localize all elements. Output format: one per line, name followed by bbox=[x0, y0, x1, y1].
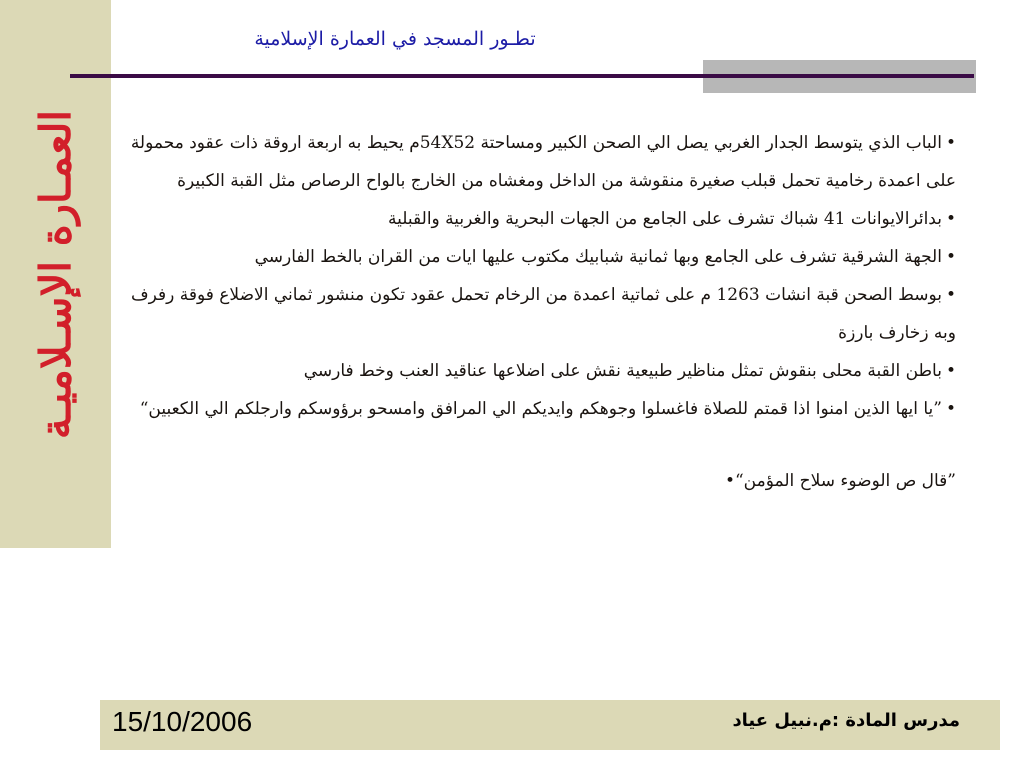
spacer bbox=[124, 428, 956, 462]
footer-teacher: مدرس المادة :م.نبيل عياد bbox=[732, 710, 960, 731]
bullet-text: ”قال ص الوضوء سلاح المؤمن“ bbox=[734, 471, 956, 491]
header-rule-line bbox=[70, 74, 974, 78]
bullet-item bbox=[124, 352, 956, 390]
bullet-item bbox=[124, 238, 956, 276]
bullet-text: الباب الذي يتوسط الجدار الغربي يصل الي الصحن الكبير ومساحتة 54X52م يحيط به اربعة اروقة ذات عقود محمولة على اعمدة رخامية تحمل قبلب صغيرة منقوشة من الداخل ومغشاه من الخارج بالواح الرصاص مثل القبة الكبيرة bbox=[130, 133, 956, 191]
bullet-text: باطن القبة محلى بنقوش تمثل مناظير طبيعية نقش على اضلاعها عناقيد العنب وخط فارسي bbox=[303, 361, 942, 381]
header-title: تطـور المسجد في العمارة الإسلامية bbox=[254, 28, 536, 50]
bullet-marker: • bbox=[945, 399, 956, 419]
bullet-marker: • bbox=[945, 133, 956, 153]
bullet-text: الجهة الشرقية تشرف على الجامع وبها ثمانية شبابيك مكتوب عليها ايات من القران بالخط الفارسي bbox=[254, 247, 942, 267]
sidebar-title: العمـارة الإسـلاميـة bbox=[31, 109, 81, 439]
sidebar-title-container bbox=[0, 0, 111, 548]
bullet-text: بدائرالايوانات 41 شباك تشرف على الجامع من الجهات البحرية والغربية والقبلية bbox=[388, 209, 942, 229]
bullet-text: بوسط الصحن قبة انشات 1263 م على ثماتية اعمدة من الرخام تحمل عقود تكون منشور ثماني الاضلاع فوقة رفرف وبه زخارف بارزة bbox=[130, 285, 956, 343]
bullet-marker: • bbox=[945, 361, 956, 381]
bullet-marker: • bbox=[945, 247, 956, 267]
bullet-item bbox=[124, 276, 956, 352]
bullet-item bbox=[124, 390, 956, 428]
content-body bbox=[124, 124, 956, 500]
bullet-marker: • bbox=[945, 209, 956, 229]
bullet-marker: • bbox=[724, 471, 735, 491]
bullet-item-final bbox=[124, 462, 956, 500]
bullet-item bbox=[124, 200, 956, 238]
bullet-item bbox=[124, 124, 956, 200]
footer-date: 15/10/2006 bbox=[112, 706, 253, 737]
bullet-text: ”يا ايها الذين امنوا اذا قمتم للصلاة فاغسلوا وجوهكم وايديكم الي المرافق وامسحو برؤوسكم وارجلكم الي الكعبين“ bbox=[139, 399, 942, 419]
bullet-marker: • bbox=[945, 285, 956, 305]
